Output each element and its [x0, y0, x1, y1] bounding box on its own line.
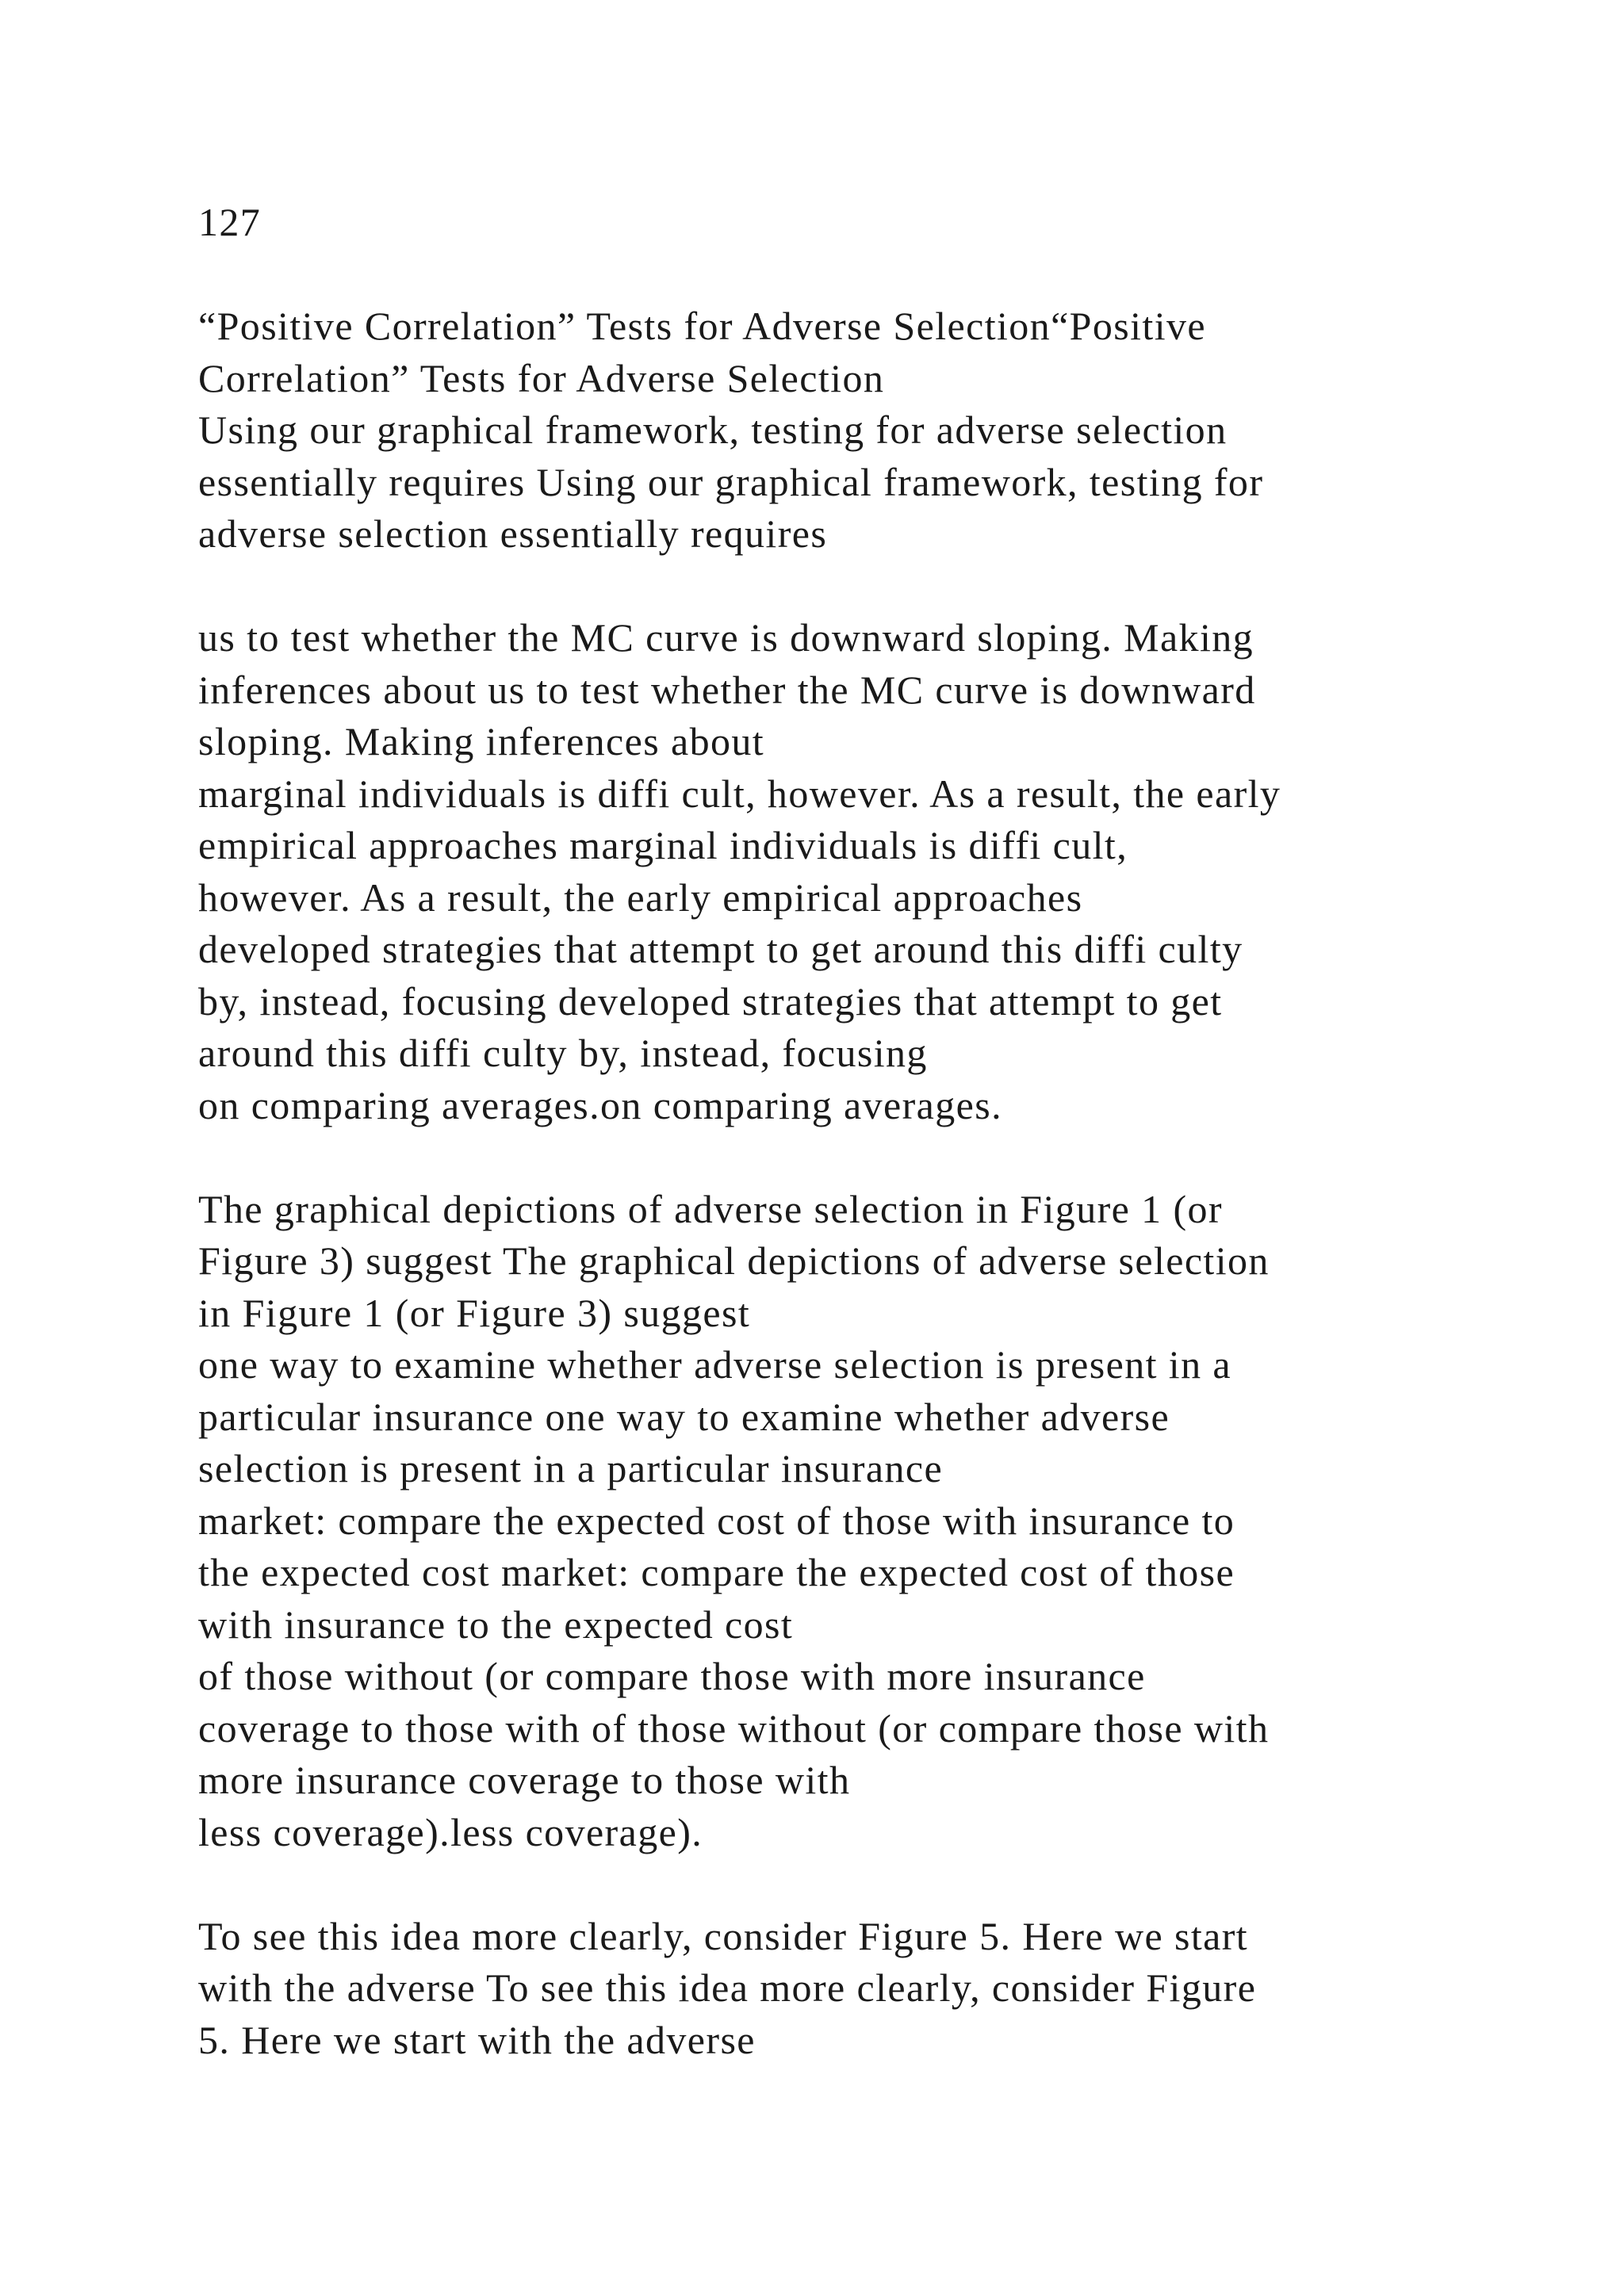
text-line: 5. Here we start with the adverse — [198, 2017, 756, 2062]
text-line: Correlation” Tests for Adverse Selection — [198, 355, 885, 400]
text-line: with insurance to the expected cost — [198, 1601, 794, 1647]
text-line: particular insurance one way to examine whether adverse — [198, 1394, 1170, 1439]
text-line: empirical approaches marginal individuals is diffi cult, — [198, 823, 1128, 867]
text-line: one way to examine whether adverse selection is present in a — [198, 1342, 1231, 1387]
text-line: developed strategies that attempt to get around this diffi culty — [198, 927, 1243, 971]
text-line: “Positive Correlation” Tests for Adverse Selection“Positive — [198, 304, 1207, 348]
document-page — [198, 197, 1499, 2066]
page-number: 127 — [198, 200, 262, 244]
text-line: with the adverse To see this idea more clearly, consider Figure — [198, 1965, 1257, 2010]
text-line: more insurance coverage to those with — [198, 1758, 851, 1802]
paragraph-3 — [198, 1184, 1499, 1859]
text-line: us to test whether the MC curve is downward sloping. Making — [198, 615, 1254, 660]
paragraph-2 — [198, 612, 1499, 1131]
text-line: the expected cost market: compare the expected cost of those — [198, 1550, 1235, 1594]
text-line: on comparing averages.on comparing averages. — [198, 1082, 1002, 1127]
spacer — [198, 1858, 1499, 1911]
text-line: market: compare the expected cost of those with insurance to — [198, 1498, 1235, 1543]
paragraph-4 — [198, 1911, 1499, 2067]
text-line: sloping. Making inferences about — [198, 719, 765, 763]
text-line: Figure 3) suggest The graphical depictions of adverse selection — [198, 1238, 1270, 1283]
text-line: coverage to those with of those without (or compare those with — [198, 1705, 1270, 1751]
text-line: adverse selection essentially requires — [198, 511, 828, 556]
text-line: selection is present in a particular insurance — [198, 1446, 944, 1490]
text-line: in Figure 1 (or Figure 3) suggest — [198, 1290, 751, 1335]
spacer — [198, 1131, 1499, 1184]
text-line: however. As a result, the early empirical approaches — [198, 874, 1083, 920]
text-line: To see this idea more clearly, consider Figure 5. Here we start — [198, 1913, 1249, 1958]
text-line: The graphical depictions of adverse selection in Figure 1 (or — [198, 1186, 1223, 1231]
spacer — [198, 561, 1499, 613]
text-line: inferences about us to test whether the MC curve is downward — [198, 667, 1256, 712]
text-line: around this diffi culty by, instead, focusing — [198, 1031, 928, 1075]
spacer — [198, 249, 1499, 301]
paragraph-1 — [198, 300, 1499, 561]
text-line: essentially requires Using our graphical framework, testing for — [198, 459, 1264, 504]
text-line: by, instead, focusing developed strategies that attempt to get — [198, 978, 1223, 1024]
text-line: marginal individuals is diffi cult, however. As a result, the early — [198, 771, 1281, 816]
text-line: of those without (or compare those with more insurance — [198, 1654, 1146, 1698]
text-line: less coverage).less coverage). — [198, 1809, 703, 1854]
text-line: Using our graphical framework, testing for adverse selection — [198, 408, 1228, 452]
